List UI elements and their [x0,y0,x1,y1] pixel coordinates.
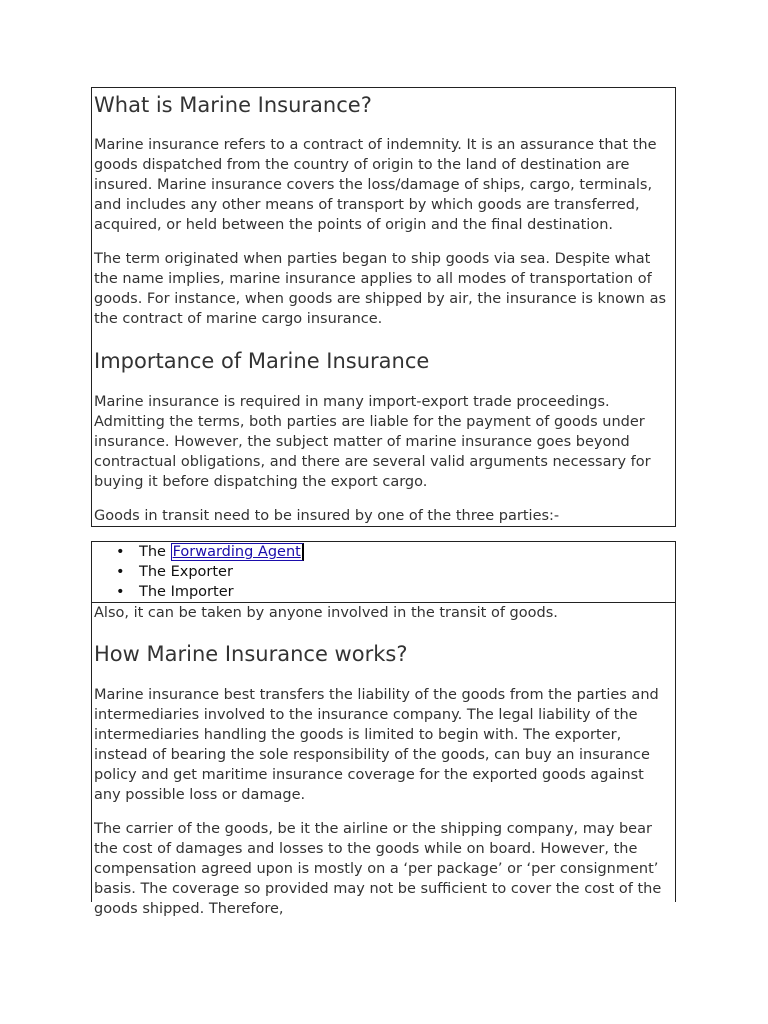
paragraph-carrier-compensation: The carrier of the goods, be it the airline or the shipping company, may bear the cost of damages and losses to the goods while on board. However, the compensation agreed upon is mostly on a ‘per package’ or ‘per consignment’ basis. The coverage so provided may not be sufficient to cover the cost of the goods shipped. Therefore, [94,821,662,917]
list-item [92,582,304,602]
paragraph-parties-intro: Goods in transit need to be insured by one of the three parties:- [94,508,560,524]
forwarding-agent-link[interactable]: Forwarding Agent [171,543,304,561]
heading-importance: Importance of Marine Insurance [94,349,430,373]
heading-how-it-works: How Marine Insurance works? [94,642,408,666]
paragraph-definition: Marine insurance refers to a contract of indemnity. It is an assurance that the goods dispatched from the country of origin to the land of destination are insured. Marine insurance covers the loss/damage of ships, cargo, terminals, and includes any other means of transport by which goods are transferred, acquired, or held between the points of origin and the final destination. [94,137,657,233]
paragraph-origin: The term originated when parties began to ship goods via sea. Despite what the name implies, marine insurance applies to all modes of transportation of goods. For instance, when goods are shipped by air, the insurance is known as the contract of marine cargo insurance. [94,251,667,327]
paragraph-importance: Marine insurance is required in many import-export trade proceedings. Admitting the terms, both parties are liable for the payment of goods under insurance. However, the subject matter of marine insurance goes beyond contractual obligations, and there are several valid arguments necessary for buying it before dispatching the export cargo. [94,394,651,490]
list-item-exporter: The Exporter [139,564,233,580]
list-item [92,562,304,582]
paragraph-liability-transfer: Marine insurance best transfers the liability of the goods from the parties and intermediaries involved to the insurance company. The legal liability of the intermediaries handling the goods is limited to begin with. The exporter, instead of bearing the sole responsibility of the goods, can buy an insurance policy and get maritime insurance coverage for the exported goods against any possible loss or damage. [94,687,659,803]
list-item-importer: The Importer [139,584,234,600]
bullet-icon: • [116,584,125,600]
parties-list [92,542,304,602]
parties-list-section [91,541,676,603]
paragraph-anyone-involved: Also, it can be taken by anyone involved in the transit of goods. [94,605,558,621]
list-item-prefix: The [139,544,171,560]
marine-insurance-intro-section [91,87,676,527]
how-it-works-section [91,602,676,917]
bullet-icon: • [116,544,125,560]
heading-what-is-marine-insurance: What is Marine Insurance? [94,93,372,117]
bullet-icon: • [116,564,125,580]
list-item [92,542,304,562]
